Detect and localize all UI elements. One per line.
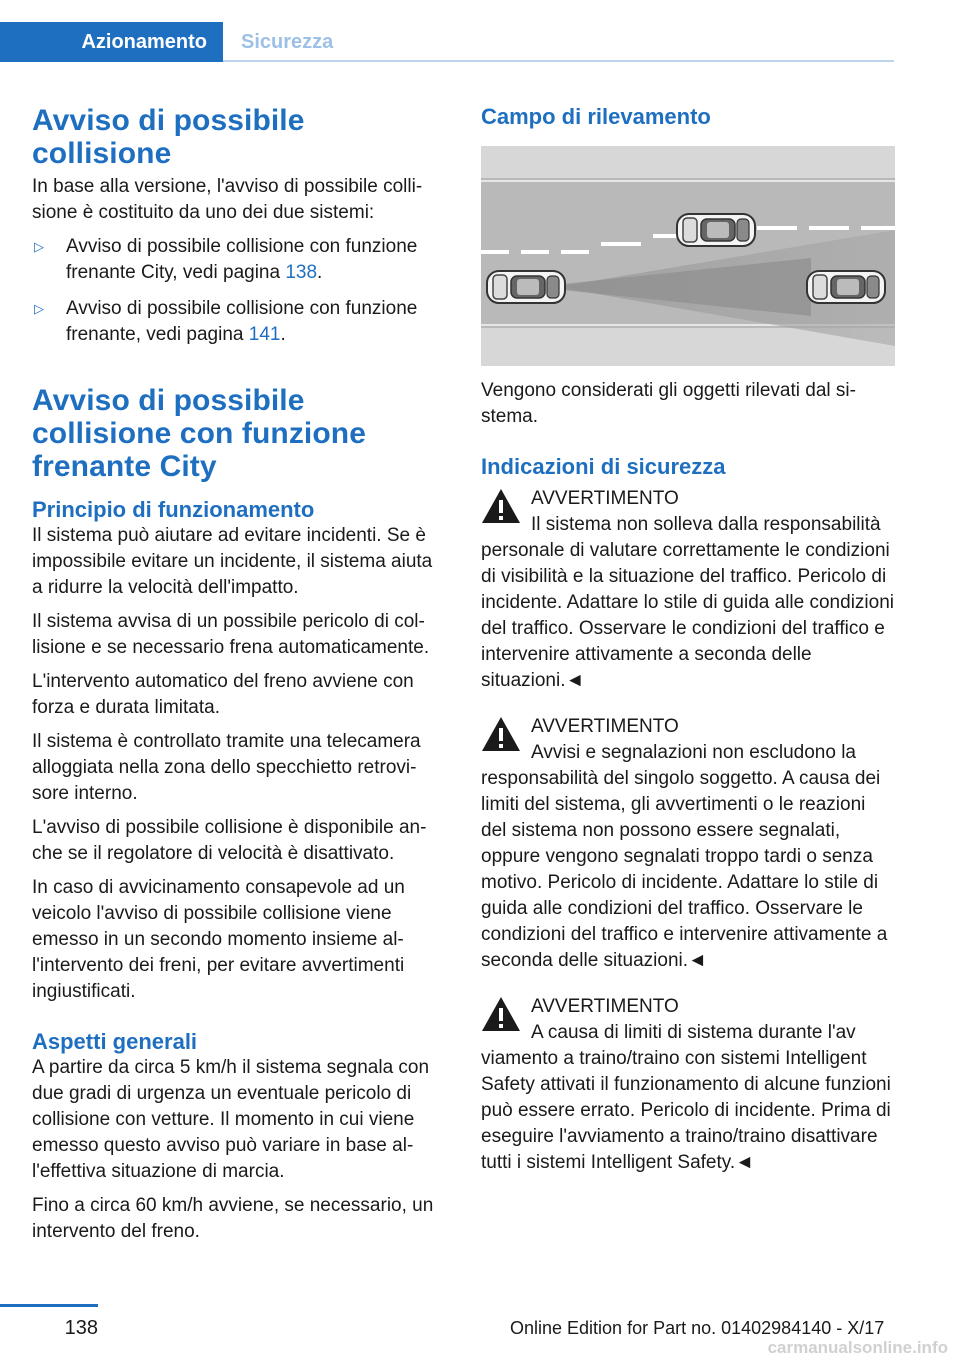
- subheading-safety: Indicazioni di sicurezza: [481, 454, 726, 479]
- paragraph: A partire da circa 5 km/h il sistema segnala con due gradi di urgenza un eventuale pericolo di collisione con vetture. Il momento in cui viene emesso questo avviso può variare in base all'effettiva situazione di marcia.: [32, 1057, 430, 1182]
- footer-divider: [0, 1304, 98, 1307]
- list-item-text: Avviso di possibile collisione con funzione frenante City, vedi pagina 138.: [66, 236, 418, 283]
- principle-paragraphs: [32, 523, 446, 1005]
- intro-paragraph: In base alla versione, l'avviso di possibile collisione è costituito da uno dei due sistemi:: [32, 176, 423, 223]
- right-column: [481, 96, 895, 1176]
- warning-block: [481, 994, 895, 1176]
- warning-text-first: A causa di limiti di sistema durante l'av: [531, 1022, 856, 1043]
- section-title-collision-warning: Avviso di possibile collisione: [32, 104, 305, 170]
- triangle-bullet-icon: ▷: [34, 301, 44, 316]
- warning-text: viamento a traino/traino con sistemi Intelligent Safety attivati il funzionamento di alcune funzioni può essere errato. Pericolo di incidente. Prima di eseguire l'avviamento a traino/traino disattivare tutti i sistemi Intelligent Safety.◄: [481, 1048, 891, 1173]
- edition-note: Online Edition for Part no. 01402984140 - X/17: [510, 1318, 885, 1338]
- list-item: [32, 296, 446, 348]
- warning-block: [481, 486, 895, 694]
- subheading-general: Aspetti generali: [32, 1029, 198, 1054]
- warning-title: AVVERTIMENTO: [531, 996, 679, 1017]
- left-column: [32, 96, 446, 1245]
- paragraph: Fino a circa 60 km/h avviene, se necessario, un intervento del freno.: [32, 1195, 434, 1242]
- warning-block: [481, 714, 895, 974]
- watermark: carmanualsonline.info: [767, 1338, 948, 1357]
- paragraph: In caso di avvicinamento consapevole ad un veicolo l'avviso di possibile collisione viene emesso in un secondo momento insieme all'intervento dei freni, per evitare avvertimenti ingiustificati.: [32, 877, 405, 1002]
- road-diagram: [481, 146, 895, 366]
- tab-azionamento[interactable]: Azionamento: [0, 22, 223, 62]
- warning-text: responsabilità del singolo soggetto. A causa dei limiti del sistema, gli avvertimenti o le reazioni del sistema non possono essere segnalati, oppure vengono segnalati troppo tardi o senza motivo. Pericolo di incidente. Adattare lo stile di guida alle condizioni del traffico. Osservare le condizioni del traffico e intervenire attivamente a seconda delle situazioni.◄: [481, 768, 888, 971]
- warning-triangle-icon: [481, 996, 521, 1032]
- figure-caption: Vengono considerati gli oggetti rilevati dal sistema.: [481, 380, 856, 427]
- warning-text-first: Il sistema non solleva dalla responsabilità: [531, 514, 881, 535]
- list-item-text: Avviso di possibile collisione con funzione frenante, vedi pagina 141.: [66, 298, 418, 345]
- warning-title: AVVERTIMENTO: [531, 716, 679, 737]
- detection-range-illustration: [481, 146, 895, 366]
- section-title-city-brake: Avviso di possibile collisione con funzione frenante City: [32, 384, 366, 483]
- page-header: [0, 0, 894, 62]
- subheading-detection-range: Campo di rilevamento: [481, 104, 711, 129]
- paragraph: L'intervento automatico del freno avviene con forza e durata limitata.: [32, 671, 414, 718]
- list-item: [32, 234, 446, 286]
- warning-triangle-icon: [481, 488, 521, 524]
- warning-title: AVVERTIMENTO: [531, 488, 679, 509]
- subheading-principle: Principio di funzionamento: [32, 497, 315, 522]
- warning-text-first: Avvisi e segnalazioni non escludono la: [531, 742, 856, 763]
- header-divider: [223, 60, 894, 62]
- paragraph: Il sistema è controllato tramite una telecamera alloggiata nella zona dello specchietto retrovisore interno.: [32, 731, 421, 804]
- page-link-138[interactable]: 138: [285, 262, 318, 283]
- triangle-bullet-icon: ▷: [34, 239, 44, 254]
- tab-sicurezza[interactable]: Sicurezza: [241, 30, 334, 53]
- page-link-141[interactable]: 141: [248, 324, 281, 345]
- paragraph: Il sistema avvisa di un possibile pericolo di collisione e se necessario frena automaticamente.: [32, 611, 430, 658]
- warning-triangle-icon: [481, 716, 521, 752]
- paragraph: L'avviso di possibile collisione è disponibile anche se il regolatore di velocità è disattivato.: [32, 817, 427, 864]
- page-number: 138: [64, 1317, 98, 1339]
- warning-text: personale di valutare correttamente le condizioni di visibilità e la situazione del traffico. Pericolo di incidente. Adattare lo stile di guida alle condizioni del traffico. Osservare le condizioni del traffico e intervenire attivamente a seconda delle situazioni.◄: [481, 540, 894, 691]
- paragraph: Il sistema può aiutare ad evitare incidenti. Se è impossibile evitare un incidente, il sistema aiuta a ridurre la velocità dell'impatto.: [32, 525, 433, 598]
